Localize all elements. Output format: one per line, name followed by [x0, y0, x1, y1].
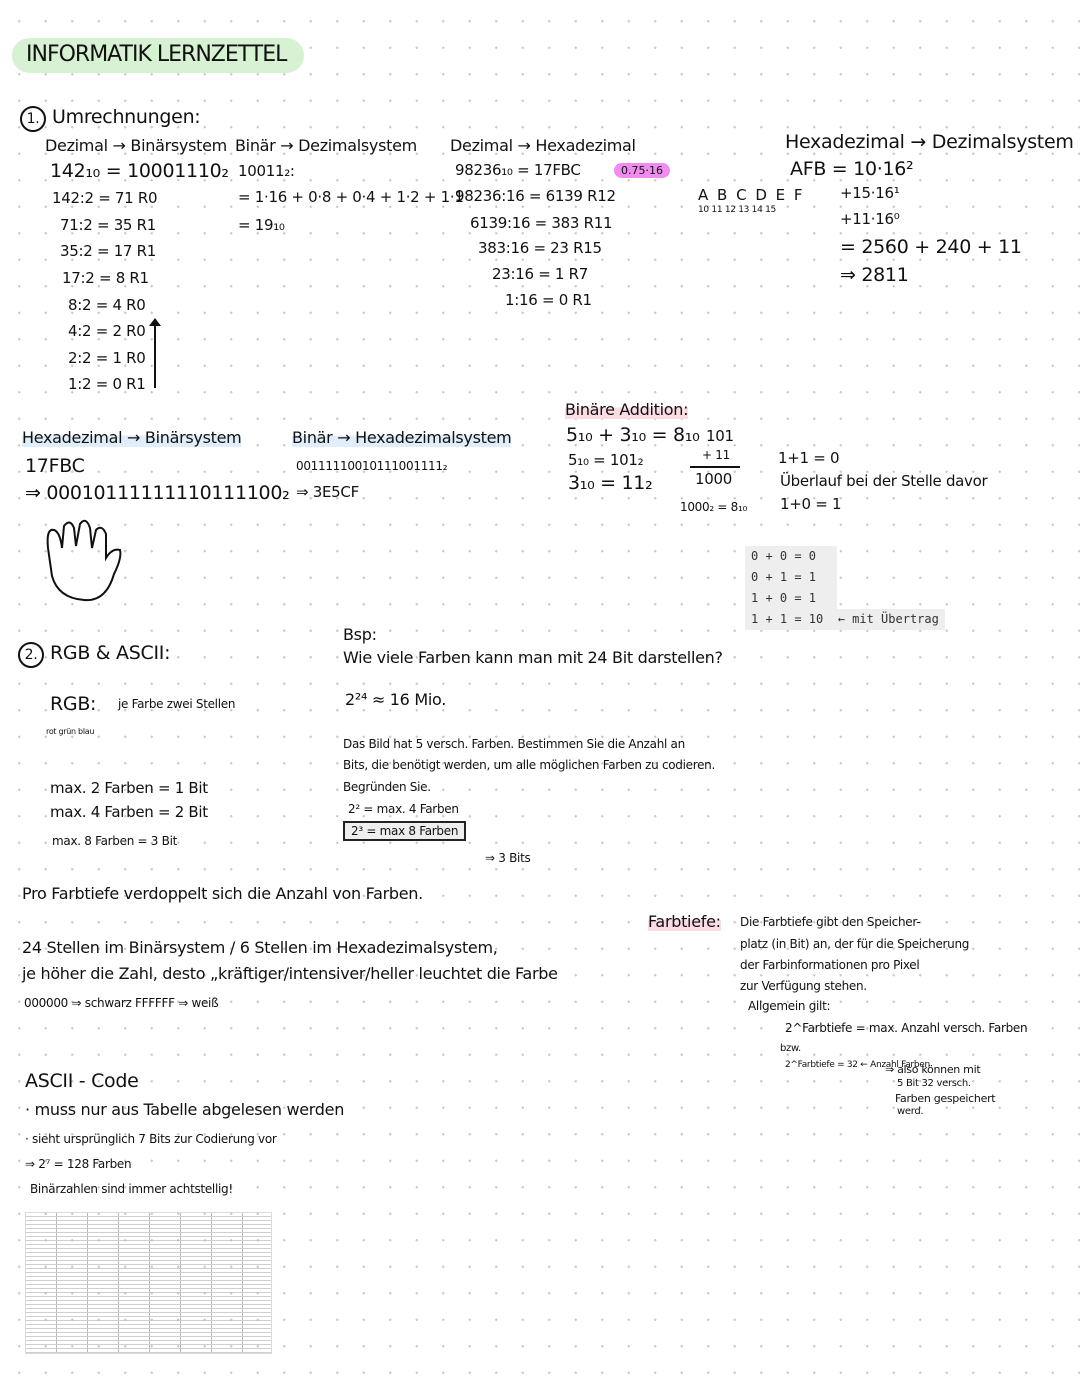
- calc-line: 35:2 = 17 R1: [60, 242, 157, 260]
- conclusion-line: werd.: [897, 1106, 924, 1117]
- calc-line: 1000₂ = 8₁₀: [680, 500, 747, 514]
- bsp-label: Bsp:: [343, 625, 377, 644]
- task-line: Begründen Sie.: [343, 780, 431, 794]
- bzw: bzw.: [780, 1043, 801, 1054]
- calc-line: 1000: [695, 470, 732, 488]
- hex-dez-header: Hexadezimal → Dezimalsystem: [785, 131, 1074, 153]
- table-row: 1 + 0 = 1: [745, 588, 837, 609]
- calc-line: 4:2 = 2 R0: [68, 322, 146, 340]
- calc-line: 5₁₀ = 101₂: [568, 451, 644, 469]
- calc-line: = 2560 + 240 + 11: [840, 236, 1022, 258]
- hex-letters: A B C D E F: [698, 186, 805, 204]
- calc-line: ⇒ 3E5CF: [296, 483, 359, 501]
- note-line: 1+0 = 1: [780, 495, 842, 513]
- rgb-components: rot grün blau: [46, 727, 95, 736]
- calc-line: 00111110010111001111₂: [296, 459, 448, 473]
- calc-line: 8:2 = 4 R0: [68, 296, 146, 314]
- ascii-line: · muss nur aus Tabelle abgelesen werden: [25, 1100, 345, 1119]
- task-result: ⇒ 3 Bits: [485, 851, 531, 865]
- calc-line: 6139:16 = 383 R11: [470, 214, 613, 232]
- allgemein: Allgemein gilt:: [748, 999, 831, 1013]
- highlight-badge: 0.75·16: [614, 163, 670, 178]
- section-1-heading: [20, 106, 200, 132]
- stellen-line: 24 Stellen im Binärsystem / 6 Stellen im Hexadezimalsystem,: [22, 938, 498, 957]
- conclusion-line: Farben gespeichert: [895, 1092, 996, 1105]
- max-line: max. 8 Farben = 3 Bit: [52, 834, 178, 848]
- section-number: 1.: [20, 106, 46, 132]
- calc-line: 98236₁₀ = 17FBC: [455, 161, 581, 179]
- page-title: INFORMATIK LERNZETTEL: [12, 38, 304, 73]
- hex-values: 10 11 12 13 14 15: [698, 205, 776, 215]
- section-title: RGB & ASCII:: [50, 642, 171, 664]
- task-line: Das Bild hat 5 versch. Farben. Bestimmen Sie die Anzahl an: [343, 737, 685, 751]
- calc-line: 98236:16 = 6139 R12: [455, 187, 616, 205]
- stellen-line: je höher die Zahl, desto „kräftiger/intensiver/heller leuchtet die Farbe: [22, 964, 558, 983]
- calc-line: 383:16 = 23 R15: [478, 239, 602, 257]
- calc-line: ⇒ 2811: [840, 264, 909, 286]
- sum-line: [690, 466, 740, 468]
- stellen-line: 000000 ⇒ schwarz FFFFFF ⇒ weiß: [24, 996, 219, 1010]
- table-row: 0 + 1 = 1: [745, 567, 837, 588]
- definition-line: Die Farbtiefe gibt den Speicher-: [740, 915, 921, 929]
- ascii-heading: ASCII - Code: [25, 1070, 139, 1092]
- formula: 2^Farbtiefe = max. Anzahl versch. Farben: [785, 1021, 1028, 1035]
- task-line: Bits, die benötigt werden, um alle möglichen Farben zu codieren.: [343, 758, 716, 772]
- calc-line: 17FBC: [25, 455, 85, 477]
- calc-line: 142:2 = 71 R0: [52, 189, 158, 207]
- calc-line: 142₁₀ = 10001110₂: [50, 160, 229, 182]
- calc-line: 2:2 = 1 R0: [68, 349, 146, 367]
- ascii-line: · sieht ursprünglich 7 Bits zur Codierung vor: [25, 1132, 277, 1146]
- calc-line: 17:2 = 8 R1: [62, 269, 149, 287]
- calc-line: + 11: [702, 448, 730, 462]
- section-title: Umrechnungen:: [52, 106, 201, 128]
- definition-line: zur Verfügung stehen.: [740, 979, 867, 993]
- definition-line: der Farbinformationen pro Pixel: [740, 958, 920, 972]
- calc-line: AFB = 10·16²: [790, 158, 914, 180]
- calc-line: 10011₂:: [238, 162, 295, 180]
- section-2-heading: [18, 642, 170, 668]
- note-line: Überlauf bei der Stelle davor: [780, 472, 988, 490]
- section-number: 2.: [18, 642, 44, 668]
- example: 2^Farbtiefe = 32 ← Anzahl Farben: [785, 1060, 930, 1070]
- calc-line: 5₁₀ + 3₁₀ = 8₁₀: [566, 424, 700, 446]
- dez-bin-header: Dezimal → Binärsystem: [45, 136, 227, 155]
- table-row: 0 + 0 = 0: [745, 546, 837, 567]
- task-answer-boxed: 2³ = max 8 Farben: [343, 821, 466, 841]
- ascii-table-image: [25, 1212, 272, 1354]
- calc-line: = 1·16 + 0·8 + 0·4 + 1·2 + 1·1: [238, 188, 464, 206]
- bin-hex-header: Binär → Hexadezimalsystem: [292, 428, 512, 447]
- binary-addition-header: Binäre Addition:: [565, 400, 689, 419]
- statement: Pro Farbtiefe verdoppelt sich die Anzahl von Farben.: [22, 884, 423, 903]
- max-line: max. 4 Farben = 2 Bit: [50, 803, 208, 821]
- question: Wie viele Farben kann man mit 24 Bit darstellen?: [343, 648, 723, 667]
- ascii-line: ⇒ 2⁷ = 128 Farben: [25, 1157, 132, 1171]
- table-row: 1 + 1 = 10 ← mit Übertrag: [745, 609, 945, 630]
- calc-line: 101: [706, 427, 734, 445]
- calc-line: 1:2 = 0 R1: [68, 375, 146, 393]
- conclusion-line: 5 Bit 32 versch.: [897, 1078, 971, 1089]
- max-line: max. 2 Farben = 1 Bit: [50, 779, 208, 797]
- farbtiefe-label: Farbtiefe:: [648, 912, 721, 931]
- calc-line: +15·16¹: [840, 184, 900, 202]
- ascii-line: Binärzahlen sind immer achtstellig!: [30, 1182, 233, 1196]
- calc-line: = 19₁₀: [238, 216, 285, 234]
- calc-line: +11·16⁰: [840, 210, 900, 228]
- hand-drawing-icon: [40, 518, 150, 608]
- rgb-label: RGB:: [50, 693, 97, 715]
- up-arrow-icon: [154, 322, 156, 388]
- dez-hex-header: Dezimal → Hexadezimal: [450, 136, 636, 155]
- hex-bin-header: Hexadezimal → Binärsystem: [22, 428, 242, 447]
- note-line: 1+1 = 0: [778, 449, 840, 467]
- calc-line: 1:16 = 0 R1: [505, 291, 592, 309]
- task-answer: 2² = max. 4 Farben: [348, 802, 459, 816]
- definition-line: platz (in Bit) an, der für die Speicherung: [740, 937, 970, 951]
- calc-line: 71:2 = 35 R1: [60, 216, 157, 234]
- calc-line: 23:16 = 1 R7: [492, 265, 589, 283]
- bin-dez-header: Binär → Dezimalsystem: [235, 136, 417, 155]
- conclusion-line: ⇒ also können mit: [885, 1063, 981, 1076]
- rgb-note: je Farbe zwei Stellen: [118, 697, 236, 711]
- calc-line: 3₁₀ = 11₂: [568, 472, 653, 494]
- addition-table: [745, 546, 945, 630]
- answer: 2²⁴ ≈ 16 Mio.: [345, 690, 446, 709]
- calc-line: ⇒ 00010111111110111100₂: [25, 482, 290, 504]
